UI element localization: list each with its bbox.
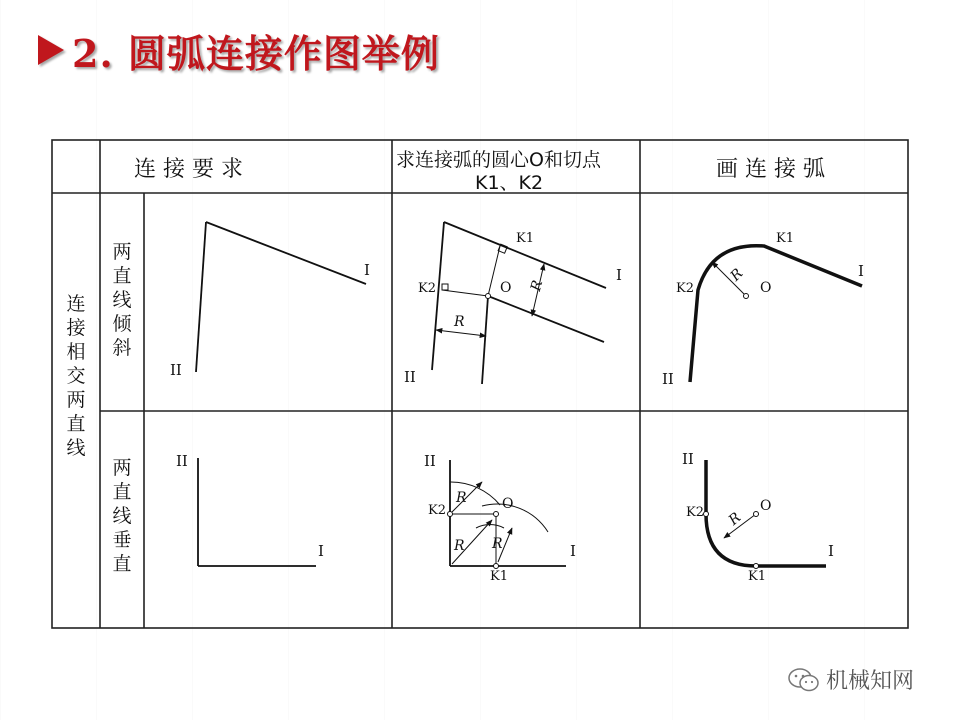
- label-k1: K1: [516, 231, 534, 246]
- label-center: O: [500, 280, 512, 296]
- label-radius-3: R: [727, 265, 747, 285]
- label-radius-5a: R: [456, 490, 467, 506]
- label-line-one: I: [364, 261, 370, 279]
- label-line-one-6: I: [828, 542, 834, 560]
- label-line-two-5: II: [424, 452, 436, 470]
- label-radius-2: R: [454, 314, 465, 330]
- label-k1-3: K1: [776, 231, 794, 246]
- label-center-6: O: [760, 498, 772, 514]
- slide-title-text: 2. 圆弧连接作图举例: [72, 30, 440, 76]
- label-line-one-4: I: [318, 542, 324, 560]
- label-line-one-3: I: [858, 262, 864, 280]
- header-find-center-line2: K1、K2: [475, 172, 544, 194]
- header-draw-arc: 画 连 接 弧: [716, 157, 825, 182]
- label-radius-5b: R: [454, 538, 465, 554]
- label-line-two-6: II: [682, 450, 694, 468]
- watermark: [788, 664, 914, 695]
- label-k2: K2: [418, 281, 436, 296]
- label-center-3: O: [760, 280, 772, 296]
- label-line-one-5: I: [570, 542, 576, 560]
- label-center-5: O: [502, 496, 514, 512]
- diagram-perpendicular-find-center: [450, 460, 566, 566]
- watermark-text: 机械知网: [826, 669, 915, 694]
- center-point: [486, 294, 491, 299]
- label-line-two-3: II: [662, 370, 674, 388]
- row-group-label: 连接相交两直线: [66, 293, 86, 459]
- label-k1-5: K1: [490, 569, 508, 584]
- header-connection-requirement: 连 接 要 求: [134, 157, 243, 182]
- wechat-icon: [788, 667, 820, 693]
- diagram-inclined-find-center: [432, 222, 606, 384]
- label-k2-5: K2: [428, 503, 446, 518]
- label-line-two-2: II: [404, 368, 416, 386]
- row-label-inclined: 两直线倾斜: [112, 241, 132, 359]
- label-k2-3: K2: [676, 281, 694, 296]
- diagram-inclined-draw-arc: [690, 246, 862, 382]
- label-radius-6: R: [725, 509, 745, 529]
- label-radius-5c: R: [492, 536, 503, 552]
- label-line-two-4: II: [176, 452, 188, 470]
- label-line-two: II: [170, 361, 182, 379]
- row-label-perpendicular: 两直线垂直: [112, 457, 132, 575]
- label-radius: R: [527, 278, 547, 293]
- label-line-one-2: I: [616, 266, 622, 284]
- diagram-perpendicular-requirement: [198, 458, 316, 566]
- label-k1-6: K1: [748, 569, 766, 584]
- label-k2-6: K2: [686, 505, 704, 520]
- header-find-center-line1: 求连接弧的圆心O和切点: [396, 149, 601, 171]
- diagram-inclined-requirement: [196, 222, 366, 372]
